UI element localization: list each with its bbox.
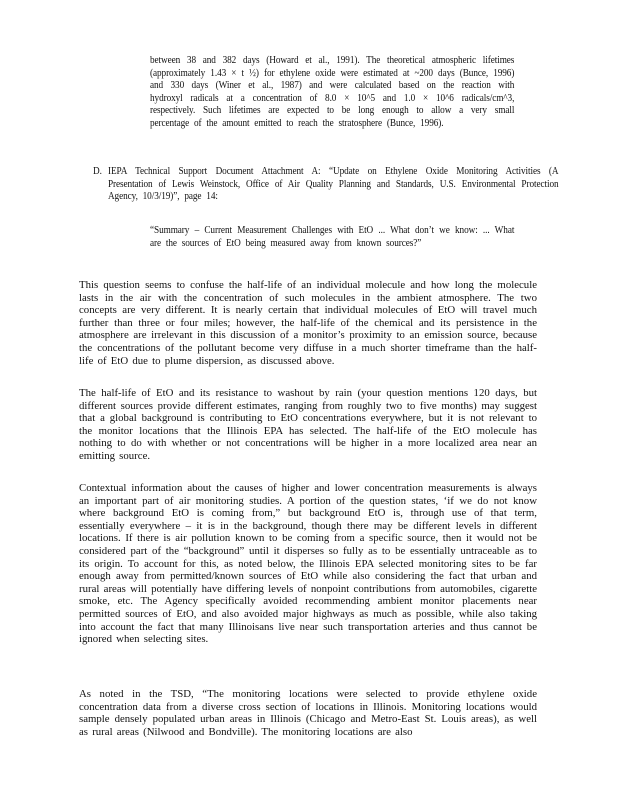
body-paragraph (79, 688, 537, 738)
list-item-label: D. (93, 166, 102, 177)
body-paragraph (79, 387, 537, 463)
paragraph-text: The half-life of EtO and its resistance to washout by rain (your question mentions 120 days, but different sources provide different estimates, ranging from roughly two to five months) may suggest that a global background is contributing to EtO concentrations everywhere, but it is not relevant to the monitor locations that the Illinois EPA has selected. The half-life of the EtO molecule has nothing to do with whether or not concentrations will be higher in a more localized area near an emitting source. (79, 387, 537, 462)
continuation-text: between 38 and 382 days (Howard et al., 1991). The theoretical atmospheric lifetimes (approximately 1.43 × t ½) for ethylene oxide were estimated at ~200 days (Bunce, 1996) and 330 days (Winer et al., 1987) and were calculated based on the reaction with hydroxyl radicals at a concentration of 8.0 × 10^5 and 1.0 × 10^6 radicals/cm^3, respectively. Such lifetimes are expected to be long enough to allow a very small percentage of the amount emitted to reach the stratosphere (Bunce, 1996). (150, 55, 515, 129)
body-paragraph (79, 482, 537, 646)
body-paragraph (79, 279, 537, 367)
reference-citation: IEPA Technical Support Document Attachment A: “Update on Ethylene Oxide Monitoring Activities (A Presentation of Lewis Weinstock, Office of Air Quality Planning and Standards, U.S. Environmental Protection Agency, 10/3/19)”, page 14: (107, 166, 559, 203)
paragraph-text: Contextual information about the causes of higher and lower concentration measurements is always an important part of air monitoring studies. A portion of the question states, ‘if we do not know where background EtO is coming from,” but background EtO is, through use of that term, essentially everywhere – it is in the background, though there may be different levels in different locations. If there is air pollution known to be coming from a specific source, then it would not be considered part of the “background” until it disperses so fully as to be essentially untraceable as to its origin. To account for this, as noted below, the Illinois EPA selected monitoring sites to be far enough away from permitted/known sources of EtO while also considering the fact that urban and rural areas will potentially have differing levels of nonpoint contributions from automobiles, cigarette smoke, etc. The Agency specifically avoided recommending ambient monitor placements near permitted sources of EtO, and also avoided major highways as much as possible, while also taking into account the fact that many Illinoisans live near such transportation arteries and thus cannot be ignored when selecting sites. (79, 482, 537, 646)
paragraph-text: This question seems to confuse the half-life of an individual molecule and how long the molecule lasts in the air with the concentration of such molecules in the ambient atmosphere. The two concepts are very different. It is nearly certain that individual molecules of EtO will travel much further than three or four miles; however, the half-life of the chemical and its persistence in the atmosphere are irrelevant in this discussion of a monitor’s proximity to an emission source, because the concentrations of the pollutant become very diffuse in a much shorter timeframe than the half-life of EtO due to plume dispersion, as discussed above. (79, 279, 537, 367)
block-quote (150, 225, 514, 250)
continuation-paragraph (150, 55, 514, 131)
list-item-text (108, 166, 559, 204)
quote-text: “Summary – Current Measurement Challenges with EtO ... What don’t we know: ... What are the sources of EtO being measured away from known sources?” (150, 225, 515, 249)
paragraph-text: As noted in the TSD, “The monitoring locations were selected to provide ethylene oxide concentration data from a diverse cross section of locations in Illinois. Monitoring locations would sample densely populated urban areas in Illinois (Chicago and Metro-East St. Louis areas), as well as rural areas (Nilwood and Bondville). The monitoring locations are also (79, 688, 537, 738)
